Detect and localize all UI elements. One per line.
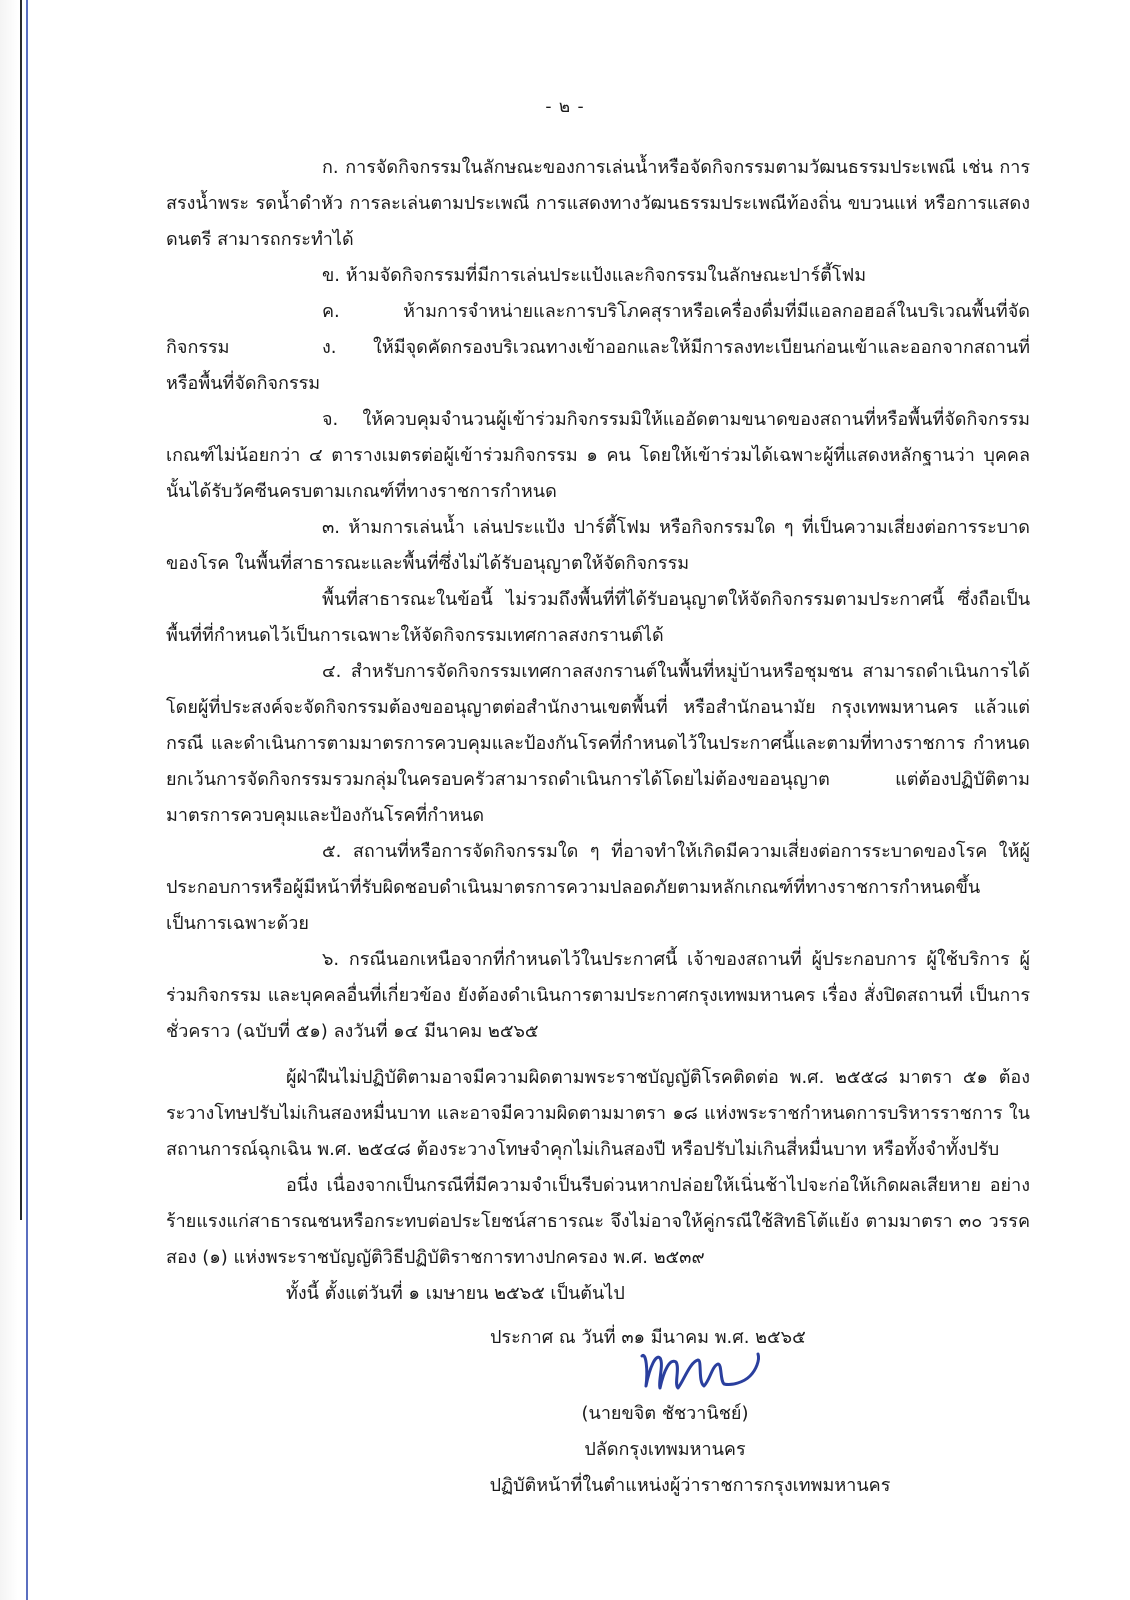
item-6: ๖. กรณีนอกเหนือจากที่กำหนดไว้ในประกาศนี้ เจ้าของสถานที่ ผู้ประกอบการ ผู้ใช้บริการ ผู้ร่วมกิจกรรม และบุคคลอื่นที่เกี่ยวข้อง ยังต้องดำเนินการตามประกาศกรุงเทพมหานคร เรื่อง สั่งปิดสถานที่ เป็นการชั่วคราว (ฉบับที่ ๕๑) ลงวันที่ ๑๔ มีนาคม ๒๕๖๕ <box>166 949 1030 1042</box>
clause-kho-khon: ค. ห้ามการจำหน่ายและการบริโภคสุราหรือเครื่องดื่มที่มีแอลกอฮอล์ในบริเวณพื้นที่จัดกิจกรรม <box>166 301 1030 358</box>
page-number: - ๒ - <box>545 97 585 117</box>
item-3: ๓. ห้ามการเล่นน้ำ เล่นประแป้ง ปาร์ตี้โฟม หรือกิจกรรมใด ๆ ที่เป็นความเสี่ยงต่อการระบาด ของโรค ในพื้นที่สาธารณะและพื้นที่ซึ่งไม่ได้รับอนุญาตให้จัดกิจกรรม <box>166 517 1030 574</box>
penalty-paragraph: ผู้ฝ่าฝืนไม่ปฏิบัติตามอาจมีความผิดตามพระราชบัญญัติโรคติดต่อ พ.ศ. ๒๕๕๘ มาตรา ๕๑ ต้องระวางโทษปรับไม่เกินสองหมื่นบาท และอาจมีความผิดตามมาตรา ๑๘ แห่งพระราชกำหนดการบริหารราชการ ในสถานการณ์ฉุกเฉิน พ.ศ. ๒๕๔๘ ต้องระวางโทษจำคุกไม่เกินสองปี หรือปรับไม่เกินสี่หมื่นบาท หรือทั้งจำทั้งปรับ <box>166 1067 1030 1160</box>
item-3-note: พื้นที่สาธารณะในข้อนี้ ไม่รวมถึงพื้นที่ที่ได้รับอนุญาตให้จัดกิจกรรมตามประกาศนี้ ซึ่งถือเป็นพื้นที่ที่กำหนดไว้เป็นการเฉพาะให้จัดกิจกรรมเทศกาลสงกรานต์ได้ <box>166 589 1030 646</box>
clause-ka: ก. การจัดกิจกรรมในลักษณะของการเล่นน้ำหรือจัดกิจกรรมตามวัฒนธรรมประเพณี เช่น การสรงน้ำพระ รดน้ำดำหัว การละเล่นตามประเพณี การแสดงทางวัฒนธรรมประเพณีท้องถิ่น ขบวนแห่ หรือการแสดงดนตรี สามารถกระทำได้ <box>166 157 1030 250</box>
scan-border-line <box>20 0 22 1220</box>
item-4: ๔. สำหรับการจัดกิจกรรมเทศกาลสงกรานต์ในพื้นที่หมู่บ้านหรือชุมชน สามารถดำเนินการได้ โดยผู้ที่ประสงค์จะจัดกิจกรรมต้องขออนุญาตต่อสำนักงานเขตพื้นที่ หรือสำนักอนามัย กรุงเทพมหานคร แล้วแต่กรณี และดำเนินการตามมาตรการควบคุมและป้องกันโรคที่กำหนดไว้ในประกาศนี้และตามที่ทางราชการ กำหนด ยกเว้นการจัดกิจกรรมรวมกลุ่มในครอบครัวสามารถดำเนินการได้โดยไม่ต้องขออนุญาต แต่ต้องปฏิบัติตาม มาตรการควบคุมและป้องกันโรคที่กำหนด <box>166 661 1030 826</box>
effective-date: ทั้งนี้ ตั้งแต่วันที่ ๑ เมษายน ๒๕๖๕ เป็นต้นไป <box>286 1283 625 1304</box>
announcement-date: ประกาศ ณ วันที่ ๓๑ มีนาคม พ.ศ. ๒๕๖๕ <box>490 1327 806 1348</box>
signer-name: (นายขจิต ชัชวานิชย์) <box>581 1403 749 1424</box>
clause-kho: ข. ห้ามจัดกิจกรรมที่มีการเล่นประแป้งและกิจกรรมในลักษณะปาร์ตี้โฟม <box>322 265 867 286</box>
urgency-paragraph: อนึ่ง เนื่องจากเป็นกรณีที่มีความจำเป็นรีบด่วนหากปล่อยให้เนิ่นช้าไปจะก่อให้เกิดผลเสียหาย อย่างร้ายแรงแก่สาธารณชนหรือกระทบต่อประโยชน์สาธารณะ จึงไม่อาจให้คู่กรณีใช้สิทธิโต้แย้ง ตามมาตรา ๓๐ วรรคสอง (๑) แห่งพระราชบัญญัติวิธีปฏิบัติราชการทางปกครอง พ.ศ. ๒๕๓๙ <box>166 1175 1030 1268</box>
signer-title: ปลัดกรุงเทพมหานคร <box>584 1439 746 1460</box>
handwritten-signature <box>638 1342 768 1398</box>
item-5: ๕. สถานที่หรือการจัดกิจกรรมใด ๆ ที่อาจทำให้เกิดมีความเสี่ยงต่อการระบาดของโรค ให้ผู้ประกอบการหรือผู้มีหน้าที่รับผิดชอบดำเนินมาตรการความปลอดภัยตามหลักเกณฑ์ที่ทางราชการกำหนดขึ้น เป็นการเฉพาะด้วย <box>166 841 1030 934</box>
signer-acting-position: ปฏิบัติหน้าที่ในตำแหน่งผู้ว่าราชการกรุงเทพมหานคร <box>489 1475 891 1496</box>
clause-cho: จ. ให้ควบคุมจำนวนผู้เข้าร่วมกิจกรรมมิให้แออัดตามขนาดของสถานที่หรือพื้นที่จัดกิจกรรม เกณฑ์ไม่น้อยกว่า ๔ ตารางเมตรต่อผู้เข้าร่วมกิจกรรม ๑ คน โดยให้เข้าร่วมได้เฉพาะผู้ที่แสดงหลักฐานว่า บุคคลนั้นได้รับวัคซีนครบตามเกณฑ์ที่ทางราชการกำหนด <box>166 409 1030 502</box>
clause-ngo: ง. ให้มีจุดคัดกรองบริเวณทางเข้าออกและให้มีการลงทะเบียนก่อนเข้าและออกจากสถานที่ หรือพื้นที่จัดกิจกรรม <box>166 337 1030 394</box>
scan-border-line-blue <box>26 0 28 1600</box>
